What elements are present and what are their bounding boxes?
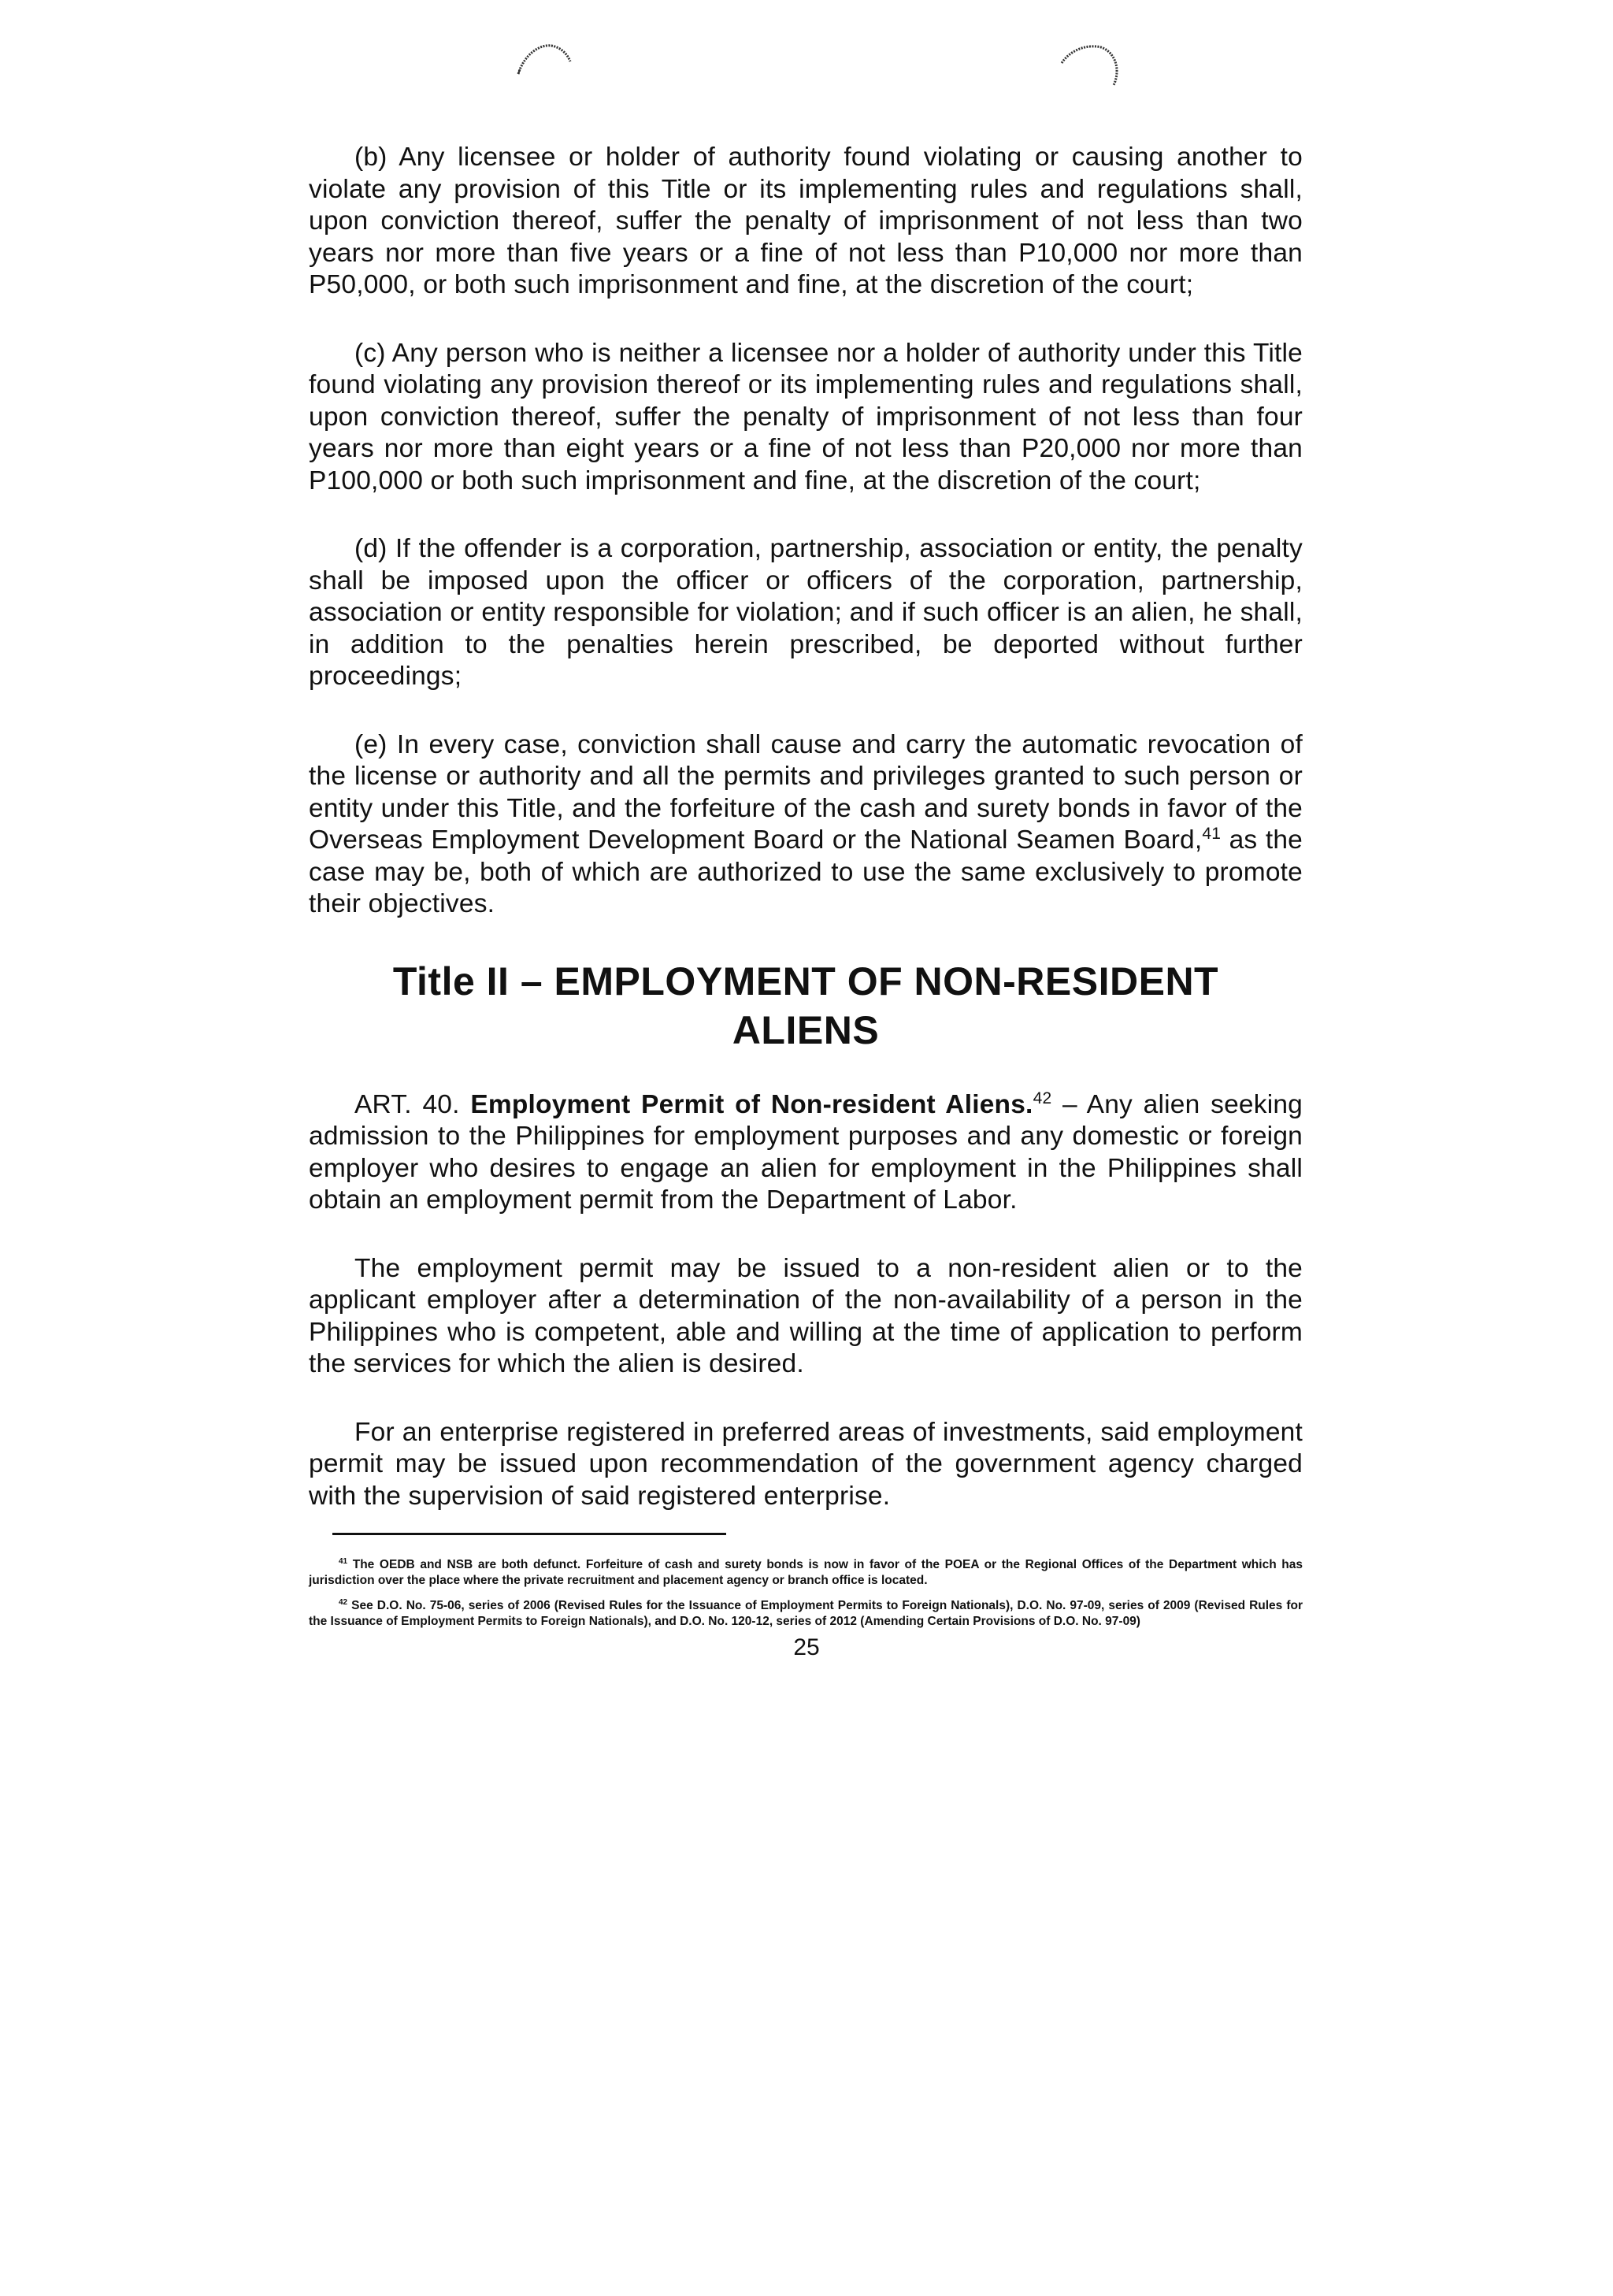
title-line-1: Title II – EMPLOYMENT OF NON-RESIDENT — [392, 959, 1219, 1003]
footnote-41-mark: 41 — [339, 1556, 348, 1566]
title-heading — [309, 957, 1303, 1055]
punch-hole-mark-left — [514, 39, 577, 79]
footnote-42 — [309, 1598, 1303, 1630]
article-heading: Employment Permit of Non-resident Aliens. — [470, 1089, 1033, 1119]
punch-hole-mark-right — [1055, 39, 1126, 87]
article-40-paragraph-3: For an enterprise registered in preferred areas of investments, said employment permit may be issued upon recommendation of the government agency charged with the supervision of said registered enterprise. — [309, 1417, 1303, 1511]
footnote-divider — [332, 1533, 726, 1535]
footnote-ref-42: 42 — [1033, 1089, 1052, 1107]
article-number: ART. 40. — [354, 1089, 471, 1119]
article-40-paragraph — [309, 1089, 1303, 1217]
footnote-ref-41: 41 — [1202, 824, 1222, 843]
title-line-2: ALIENS — [732, 1007, 880, 1052]
article-40-paragraph-2: The employment permit may be issued to a non-resident alien or to the applicant employer after a determination of the non-availability of a person in the Philippines who is competent, able and willing at the time of application to perform the services for which the alien is desired. — [309, 1253, 1303, 1378]
page-number: 25 — [793, 1634, 820, 1660]
page-content — [309, 142, 1303, 1639]
article-text: – Any alien seeking admission to the Philippines for employment purposes and any domestic or foreign employer who desires to engage an alien for employment in the Philippines shall obtain an employment permit from the Department of Labor. — [309, 1089, 1303, 1215]
paragraph-e — [309, 729, 1303, 921]
footnote-42-mark: 42 — [339, 1597, 348, 1607]
paragraph-e-text-start: (e) In every case, conviction shall cause and carry the automatic revocation of the license or authority and all the permits and privileges granted to such person or entity under this Title, and the forfeiture of the cash and surety bonds in favor of the Overseas Employment Development Board or the National Seamen Board, — [309, 729, 1303, 855]
paragraph-d: (d) If the offender is a corporation, partnership, association or entity, the penalty shall be imposed upon the officer or officers of the corporation, partnership, association or entity responsible for violation; and if such officer is an alien, he shall, in addition to the penalties herein prescribed, be deported without further proceedings; — [309, 534, 1303, 691]
paragraph-e-text-end: as the case may be, both of which are authorized to use the same exclusively to promote their objectives. — [309, 825, 1303, 918]
paragraph-c: (c) Any person who is neither a licensee nor a holder of authority under this Title found violating any provision thereof or its implementing rules and regulations shall, upon conviction thereof, suffer the penalty of imprisonment of not less than four years nor more than eight years or a fine of not less than P20,000 nor more than P100,000 or both such imprisonment and fine, at the discretion of the court; — [309, 338, 1303, 495]
footnote-41 — [309, 1557, 1303, 1589]
paragraph-b: (b) Any licensee or holder of authority found violating or causing another to violate any provision of this Title or its implementing rules and regulations shall, upon conviction thereof, suffer the penalty of imprisonment of not less than two years nor more than five years or a fine of not less than P10,000 nor more than P50,000, or both such imprisonment and fine, at the discretion of the court; — [309, 143, 1303, 299]
footnote-42-text: See D.O. No. 75-06, series of 2006 (Revised Rules for the Issuance of Employment Permits to Foreign Nationals), D.O. No. 97-09, series of 2009 (Revised Rules for the Issuance of Employment Permits to Foreign Nationals), and D.O. No. 120-12, series of 2012 (Amending Certain Provisions of D.O. No. 97-09) — [309, 1599, 1303, 1628]
footnote-41-text: The OEDB and NSB are both defunct. Forfeiture of cash and surety bonds is now in favor of the POEA or the Regional Offices of the Department which has jurisdiction over the place where the private recruitment and placement agency or branch office is located. — [309, 1558, 1303, 1587]
